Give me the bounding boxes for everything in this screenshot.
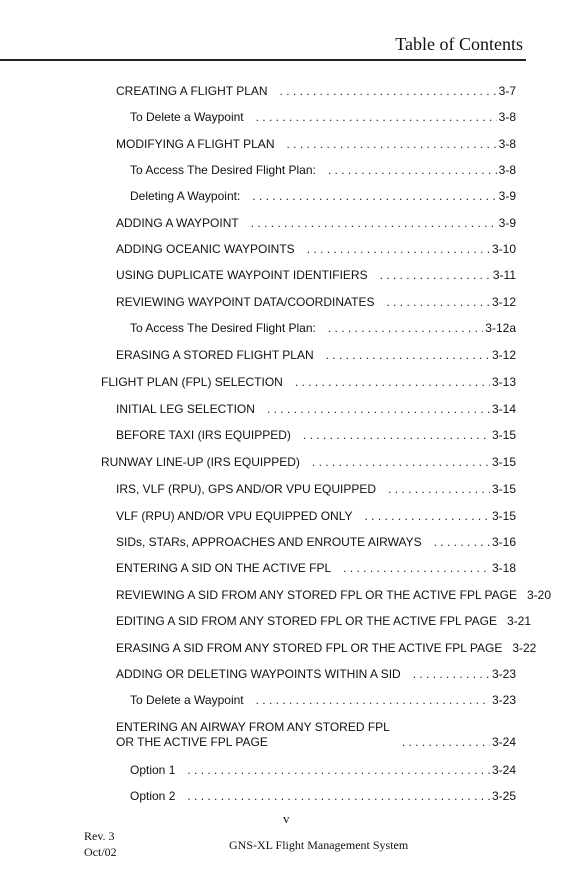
toc-entry-label: To Delete a Waypoint xyxy=(130,110,244,124)
dot-leader xyxy=(312,455,490,470)
toc-entry-page: 3-16 xyxy=(491,535,516,549)
revision-date: Oct/02 xyxy=(84,845,117,859)
toc-entry xyxy=(116,535,516,550)
dot-leader xyxy=(251,216,497,231)
toc-entry xyxy=(116,84,516,99)
toc-entry xyxy=(116,509,516,524)
toc-entry-label: To Access The Desired Flight Plan: xyxy=(130,163,316,177)
toc-entry xyxy=(130,189,516,204)
dot-leader xyxy=(252,189,496,204)
toc-entry xyxy=(130,789,516,804)
toc-entry-label: BEFORE TAXI (IRS EQUIPPED) xyxy=(116,428,291,442)
page-header-title: Table of Contents xyxy=(395,34,523,54)
dot-leader xyxy=(365,509,490,524)
document-title: GNS-XL Flight Management System xyxy=(229,838,409,852)
toc-entry-page: 3-24 xyxy=(491,735,516,749)
toc-entry xyxy=(116,268,516,283)
toc-entry xyxy=(116,720,516,750)
toc-entry-page: 3-14 xyxy=(491,402,516,416)
toc-entry xyxy=(116,561,516,576)
dot-leader xyxy=(326,348,490,363)
toc-entry-label: REVIEWING A SID FROM ANY STORED FPL OR THE ACTIVE FPL PAGE xyxy=(116,588,517,602)
toc-entry xyxy=(116,137,516,152)
toc-entry xyxy=(130,693,516,708)
toc-entry-label: MODIFYING A FLIGHT PLAN xyxy=(116,137,275,151)
toc-entry xyxy=(101,455,516,470)
toc-entry xyxy=(116,295,516,310)
toc-entry-page: 3-18 xyxy=(491,561,516,575)
toc-entry-label: VLF (RPU) AND/OR VPU EQUIPPED ONLY xyxy=(116,509,353,523)
toc-entry-label: ENTERING AN AIRWAY FROM ANY STORED FPL OR THE ACTIVE FPL PAGE xyxy=(116,720,390,749)
toc-entry xyxy=(116,482,516,497)
toc-entry-page: 3-25 xyxy=(491,789,516,803)
toc-entry xyxy=(116,588,552,603)
revision-label: Rev. 3 xyxy=(84,829,115,843)
toc-entry-page: 3-9 xyxy=(498,189,516,203)
toc-entry-page: 3-9 xyxy=(498,216,516,230)
toc-entry xyxy=(116,428,516,443)
dot-leader xyxy=(187,789,490,804)
toc-entry xyxy=(130,763,516,778)
toc-entry-label: To Access The Desired Flight Plan: xyxy=(130,321,316,335)
dot-leader xyxy=(267,402,490,417)
toc-entry-page: 3-8 xyxy=(498,137,516,151)
dot-leader xyxy=(256,693,490,708)
dot-leader xyxy=(303,428,490,443)
dot-leader xyxy=(434,535,490,550)
toc-entry-page: 3-11 xyxy=(492,268,516,282)
toc-entry-page: 3-15 xyxy=(491,482,516,496)
toc-entry-label: ADDING OCEANIC WAYPOINTS xyxy=(116,242,295,256)
dot-leader xyxy=(256,110,497,125)
toc-entry-label: RUNWAY LINE-UP (IRS EQUIPPED) xyxy=(101,455,300,469)
toc-entry-label: IRS, VLF (RPU), GPS AND/OR VPU EQUIPPED xyxy=(116,482,377,496)
toc-entry-page: 3-12 xyxy=(491,295,516,309)
dot-leader xyxy=(328,321,483,336)
dot-leader xyxy=(280,84,497,99)
dot-leader xyxy=(388,482,490,497)
toc-entry-label: ADDING A WAYPOINT xyxy=(116,216,239,230)
toc-entry-page: 3-8 xyxy=(498,110,516,124)
toc-entry-label: INITIAL LEG SELECTION xyxy=(116,402,255,416)
dot-leader xyxy=(413,667,490,682)
toc-entry xyxy=(116,402,516,417)
toc-entry-label: ERASING A STORED FLIGHT PLAN xyxy=(116,348,314,362)
toc-entry-page: 3-8 xyxy=(498,163,516,177)
toc-entry-label: ADDING OR DELETING WAYPOINTS WITHIN A SID xyxy=(116,667,401,681)
toc-entry xyxy=(116,641,537,656)
toc-entry-page: 3-15 xyxy=(491,428,516,442)
toc-entry-label: CREATING A FLIGHT PLAN xyxy=(116,84,268,98)
toc-entry-page: 3-23 xyxy=(491,667,516,681)
toc-entry xyxy=(116,216,516,231)
toc-entry-label: EDITING A SID FROM ANY STORED FPL OR THE ACTIVE FPL PAGE xyxy=(116,614,497,628)
toc-entry-label: Option 1 xyxy=(130,763,176,777)
toc-entry xyxy=(130,321,516,336)
dot-leader xyxy=(386,295,490,310)
toc-entry-label: Option 2 xyxy=(130,789,176,803)
toc-entry-page: 3-7 xyxy=(498,84,516,98)
toc-entry-page: 3-12a xyxy=(485,321,516,335)
toc-entry xyxy=(116,667,516,682)
dot-leader xyxy=(402,735,490,750)
toc-entry-page: 3-15 xyxy=(491,455,516,469)
toc-entry xyxy=(116,242,516,257)
toc-entry-page: 3-21 xyxy=(506,614,532,628)
toc-entry-label: USING DUPLICATE WAYPOINT IDENTIFIERS xyxy=(116,268,368,282)
toc-entry-page: 3-22 xyxy=(512,641,537,655)
toc-entry xyxy=(130,110,516,125)
toc-entry-page: 3-24 xyxy=(491,763,516,777)
dot-leader xyxy=(295,375,490,390)
toc-entry xyxy=(130,163,516,178)
toc-entry xyxy=(116,348,516,363)
toc-entry xyxy=(101,375,516,390)
dot-leader xyxy=(328,163,497,178)
dot-leader xyxy=(343,561,490,576)
page-number: v xyxy=(283,811,290,826)
toc-entry-page: 3-23 xyxy=(491,693,516,707)
revision-info xyxy=(84,828,117,860)
toc-entry xyxy=(116,614,532,629)
header-rule xyxy=(0,59,526,61)
toc-entry-page: 3-20 xyxy=(526,588,552,602)
toc-entry-label: SIDs, STARs, APPROACHES AND ENROUTE AIRWAYS xyxy=(116,535,422,549)
toc-entry-label: Deleting A Waypoint: xyxy=(130,189,241,203)
toc-entry-label: To Delete a Waypoint xyxy=(130,693,244,707)
toc-entry-page: 3-12 xyxy=(491,348,516,362)
toc-entry-page: 3-10 xyxy=(491,242,516,256)
dot-leader xyxy=(286,137,496,152)
toc-entry-page: 3-13 xyxy=(491,375,516,389)
toc-entry-label: FLIGHT PLAN (FPL) SELECTION xyxy=(101,375,283,389)
dot-leader xyxy=(380,268,491,283)
toc-entry-label: ENTERING A SID ON THE ACTIVE FPL xyxy=(116,561,332,575)
toc-entry-page: 3-15 xyxy=(491,509,516,523)
toc-entry-label: ERASING A SID FROM ANY STORED FPL OR THE ACTIVE FPL PAGE xyxy=(116,641,503,655)
toc-entry-label: REVIEWING WAYPOINT DATA/COORDINATES xyxy=(116,295,375,309)
dot-leader xyxy=(187,763,490,778)
dot-leader xyxy=(307,242,490,257)
